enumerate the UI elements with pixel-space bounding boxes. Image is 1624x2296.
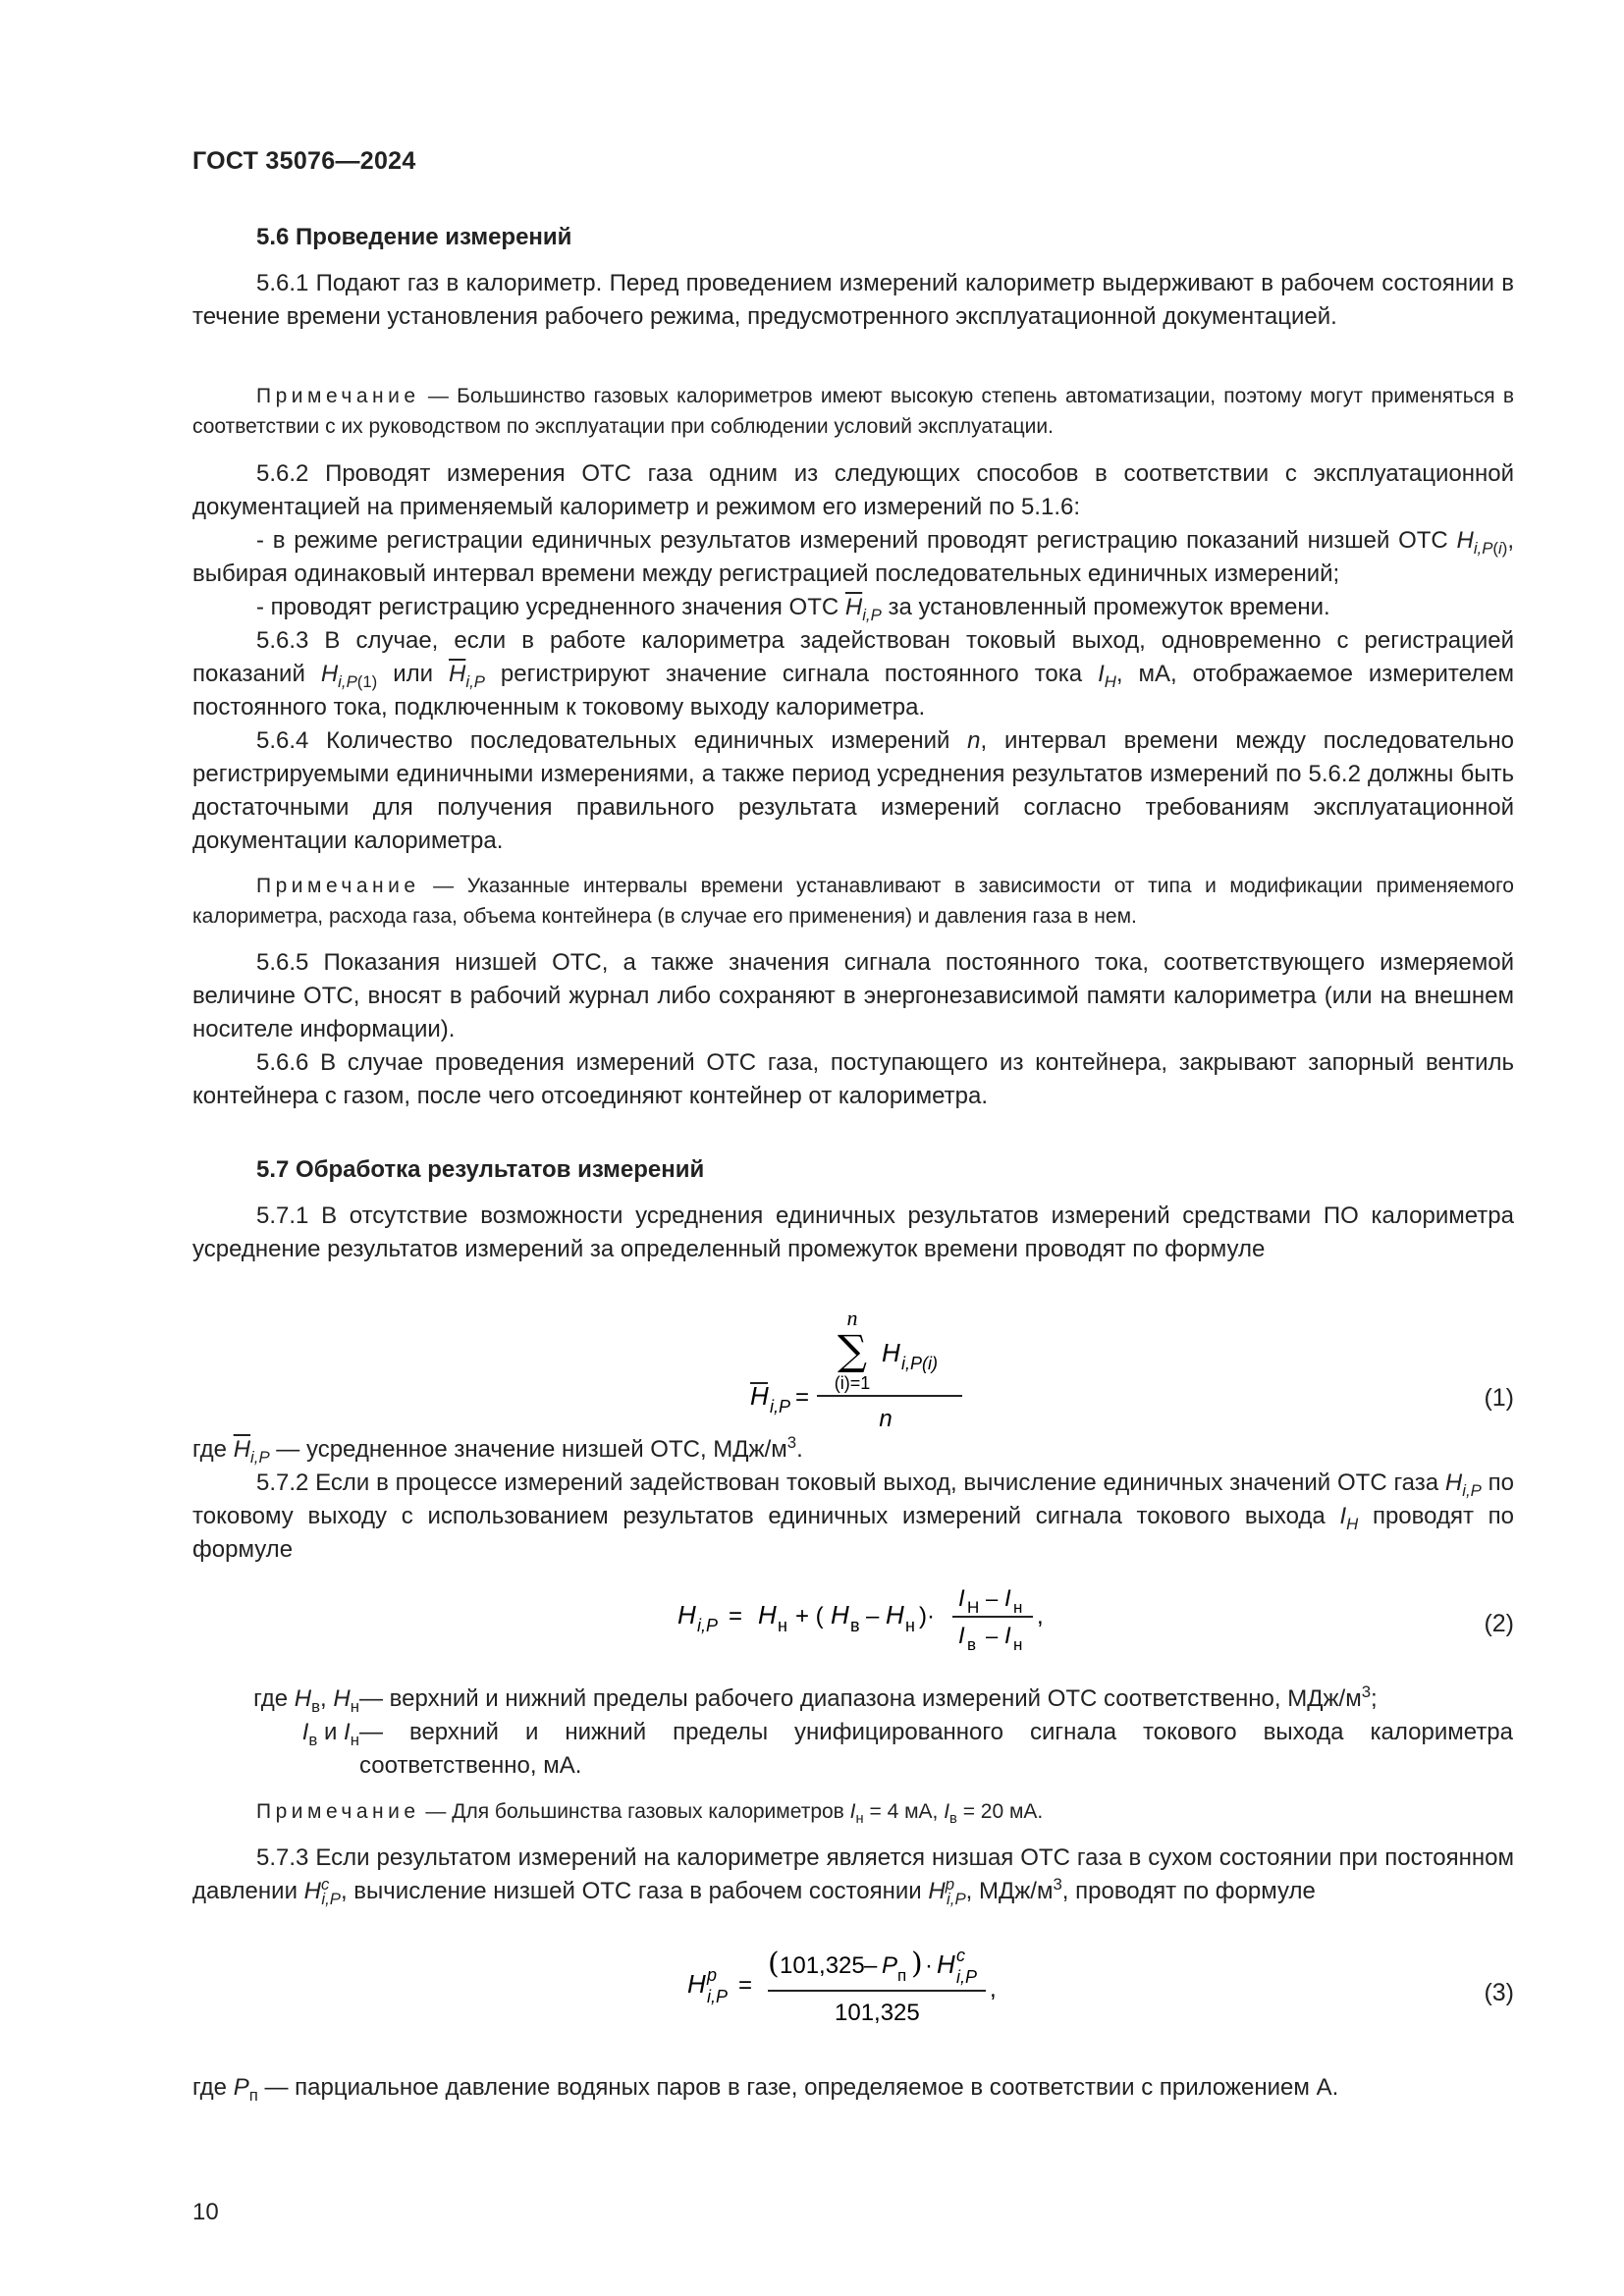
- note-2: Примечание — Указанные интервалы времени устанавливают в зависимости от типа и модификации применяемого калориметра, расхода газа, объема контейнера (в случае его применения) и давления газа в нем.: [192, 875, 1514, 928]
- paragraph-5-6-2: 5.6.2 Проводят измерения ОТС газа одним из следующих способов в соответствии с эксплуатационной документацией на применяемый калориметр и режимом его измерений по 5.1.6: - в режиме регистрации единичных результатов измерений проводят регистрацию показаний низшей ОТС $H_{i,P(i)}$, выбирая одинаковый интервал времени между регистрацией последовательных единичных измерений; - проводят регистрацию усредненного значения ОТС $\overline{H}_{i,P}$ за установленный промежуток времени. 5.6.3 В случае, если в работе калориметра задействован токовый выход, одновременно с регистрацией показаний $H_{i,P(1)}$ или $\overline{H}_{i,P}$ регистрируют значение сигнала постоянного тока $I_H$, мА, отображаемое измерителем постоянного тока, подключенным к токовому выходу калориметра. 5.6.4 Количество последовательных единичных измерений n, интервал времени между последовательно регистрируемыми единичными измерениями, а также период усреднения результатов измерений по 5.6.2 должны быть достаточными для получения правильного результата измерений согласно требованиям эксплуатационной документации калориметра.: [192, 457, 1514, 858]
- svg-text:в: в: [967, 1635, 977, 1654]
- section-5-7-title: 5.7 Обработка результатов измерений: [256, 1156, 705, 1183]
- paragraph-5-6-4: 5.6.4 Количество последовательных единичных измерений n, интервал времени между последовательно регистрируемыми единичными измерениями, а также период усреднения результатов измерений по 5.6.2 должны быть достаточными для получения правильного результата измерений согласно требованиям эксплуатационной документации калориметра.: [192, 727, 1515, 854]
- svg-text:∑: ∑: [838, 1326, 867, 1374]
- svg-text:H: H: [937, 1949, 955, 1979]
- svg-text:–: –: [864, 1952, 878, 1979]
- svg-text:101,325: 101,325: [780, 1952, 865, 1979]
- formula-2: [668, 1571, 1080, 1659]
- where-1: где $\overline{H}_{i,P}$ — усредненное значение низшей ОТС, МДж/$м^3$.: [192, 1433, 803, 1467]
- svg-text:)·: )·: [919, 1603, 935, 1629]
- svg-text:–: –: [986, 1586, 999, 1611]
- svg-text:н: н: [778, 1616, 787, 1635]
- paragraph-5-6-3: 5.6.3 В случае, если в работе калориметра задействован токовый выход, одновременно с регистрацией показаний $H_{i,P(1)}$ или $\overline{H}_{i,P}$ регистрируют значение сигнала постоянного тока $I_H$, мА, отображаемое измерителем постоянного тока, подключенным к токовому выходу калориметра.: [192, 627, 1515, 721]
- equation-number-1: (1): [1484, 1384, 1514, 1412]
- svg-text:n: n: [879, 1406, 893, 1432]
- svg-text:н: н: [1013, 1635, 1023, 1654]
- svg-text:I: I: [958, 1585, 965, 1612]
- svg-text:·: ·: [925, 1952, 933, 1979]
- svg-text:H: H: [677, 1600, 696, 1629]
- svg-text:): ): [911, 1947, 923, 1981]
- note-3: Примечание — Для большинства газовых калориметров $I_н = 4$ мА, $I_в = 20$ мА.: [256, 1800, 1044, 1828]
- page-number: 10: [192, 2199, 219, 2225]
- paragraph-5-7-3: 5.7.3 Если результатом измерений на калориметре является низшая ОТС газа в сухом состоянии при постоянном давлении $H^c_{i,P}$, вычисление низшей ОТС газа в рабочем состоянии $H^p_{i,P}$, МДж/$м^3$, проводят по формуле: [192, 1844, 1514, 1908]
- svg-text:101,325: 101,325: [835, 2000, 920, 2026]
- svg-text:I: I: [1004, 1585, 1011, 1612]
- paragraph-5-7-2: 5.7.2 Если в процессе измерений задействован токовый выход, вычисление единичных значений ОТС газа $H_{i,P}$ по токовому выходу с использованием результатов единичных измерений сигнала токового выхода $I_H$ проводят по формуле: [192, 1469, 1515, 1563]
- svg-text:i,P: i,P: [956, 1967, 978, 1987]
- section-5-6-title: 5.6 Проведение измерений: [256, 224, 572, 250]
- svg-text:I: I: [1004, 1623, 1011, 1649]
- paragraph-5-6-6: 5.6.6 В случае проведения измерений ОТС газа, поступающего из контейнера, закрывают запорный вентиль контейнера с газом, после чего отсоединяют контейнер от калориметра.: [192, 1049, 1514, 1109]
- svg-text:н: н: [905, 1616, 915, 1635]
- svg-text:i,P: i,P: [697, 1616, 719, 1635]
- svg-text:i,P(i): i,P(i): [901, 1354, 938, 1373]
- svg-text:p: p: [707, 1965, 718, 1985]
- formula-3: [677, 1934, 1051, 2042]
- svg-text:i,P: i,P: [707, 1987, 729, 2006]
- paragraph-5-6-5: 5.6.5 Показания низшей ОТС, а также значения сигнала постоянного тока, соответствующего измеряемой величине ОТС, вносят в рабочий журнал либо сохраняют в энергонезависимой памяти калориметра (или на внешнем носителе информации). 5.6.6 В случае проведения измерений ОТС газа, поступающего из контейнера, закрывают запорный вентиль контейнера с газом, после чего отсоединяют контейнер от калориметра.: [192, 946, 1514, 1113]
- svg-text:–: –: [866, 1603, 880, 1629]
- svg-text:c: c: [956, 1946, 965, 1965]
- svg-text:I: I: [958, 1623, 965, 1649]
- svg-text:(: (: [768, 1947, 780, 1981]
- svg-text:H: H: [758, 1600, 777, 1629]
- svg-text:+ (: + (: [795, 1603, 824, 1629]
- svg-text:=: =: [795, 1384, 810, 1411]
- bullet-2: - проводят регистрацию усредненного значения ОТС $\overline{H}_{i,P}$ за установленный промежуток времени.: [256, 594, 1330, 624]
- svg-text:(i)=1: (i)=1: [834, 1373, 871, 1393]
- paragraph-5-6-1: 5.6.1 Подают газ в калориметр. Перед проведением измерений калориметр выдерживают в рабочем состоянии в течение времени установления рабочего режима, предусмотренного эксплуатационной документацией.: [192, 270, 1514, 330]
- svg-text:–: –: [986, 1624, 999, 1648]
- where-3: где $P_п$ — парциальное давление водяных паров в газе, определяемое в соответствии с приложением А.: [192, 2074, 1339, 2105]
- svg-text:n: n: [846, 1306, 858, 1330]
- svg-text:H: H: [882, 1338, 900, 1367]
- svg-text:H: H: [831, 1600, 849, 1629]
- svg-text:н: н: [1013, 1598, 1023, 1617]
- svg-text:,: ,: [990, 1976, 997, 2002]
- svg-text:п: п: [897, 1966, 907, 1985]
- svg-text:i,P: i,P: [770, 1397, 791, 1416]
- svg-text:H: H: [687, 1969, 706, 1999]
- where-2: где $H_в$, $H_н—$ верхний и нижний пределы рабочего диапазона измерений ОТС соответственно, МДж/$м^3$; $I_в$ и $I_н—$ верхний и нижний пределы унифицированного сигнала токового выхода калориметра соответственно, мА.: [253, 1682, 1513, 1779]
- paragraph-5-7-1: 5.7.1 В отсутствие возможности усреднения единичных результатов измерений средствами ПО калориметра усреднение результатов измерений за определенный промежуток времени проводят по формуле: [192, 1202, 1514, 1262]
- svg-text:P: P: [882, 1952, 898, 1979]
- svg-text:Н: Н: [967, 1598, 980, 1617]
- equation-number-3: (3): [1484, 1979, 1514, 2006]
- svg-text:H: H: [750, 1381, 769, 1411]
- svg-text:=: =: [738, 1972, 753, 1999]
- svg-text:в: в: [850, 1616, 860, 1635]
- svg-text:,: ,: [1037, 1603, 1044, 1629]
- equation-number-2: (2): [1484, 1610, 1514, 1637]
- svg-text:=: =: [729, 1603, 743, 1629]
- bullet-1: - в режиме регистрации единичных результатов измерений проводят регистрацию показаний низшей ОТС $H_{i,P(i)}$, выбирая одинаковый интервал времени между регистрацией последовательных единичных измерений;: [192, 527, 1514, 587]
- svg-text:H: H: [886, 1600, 904, 1629]
- document-header: ГОСТ 35076—2024: [192, 147, 416, 175]
- note-1: Примечание — Большинство газовых калориметров имеют высокую степень автоматизации, поэтому могут применяться в соответствии с их руководством по эксплуатации при соблюдении условий эксплуатации.: [192, 385, 1514, 438]
